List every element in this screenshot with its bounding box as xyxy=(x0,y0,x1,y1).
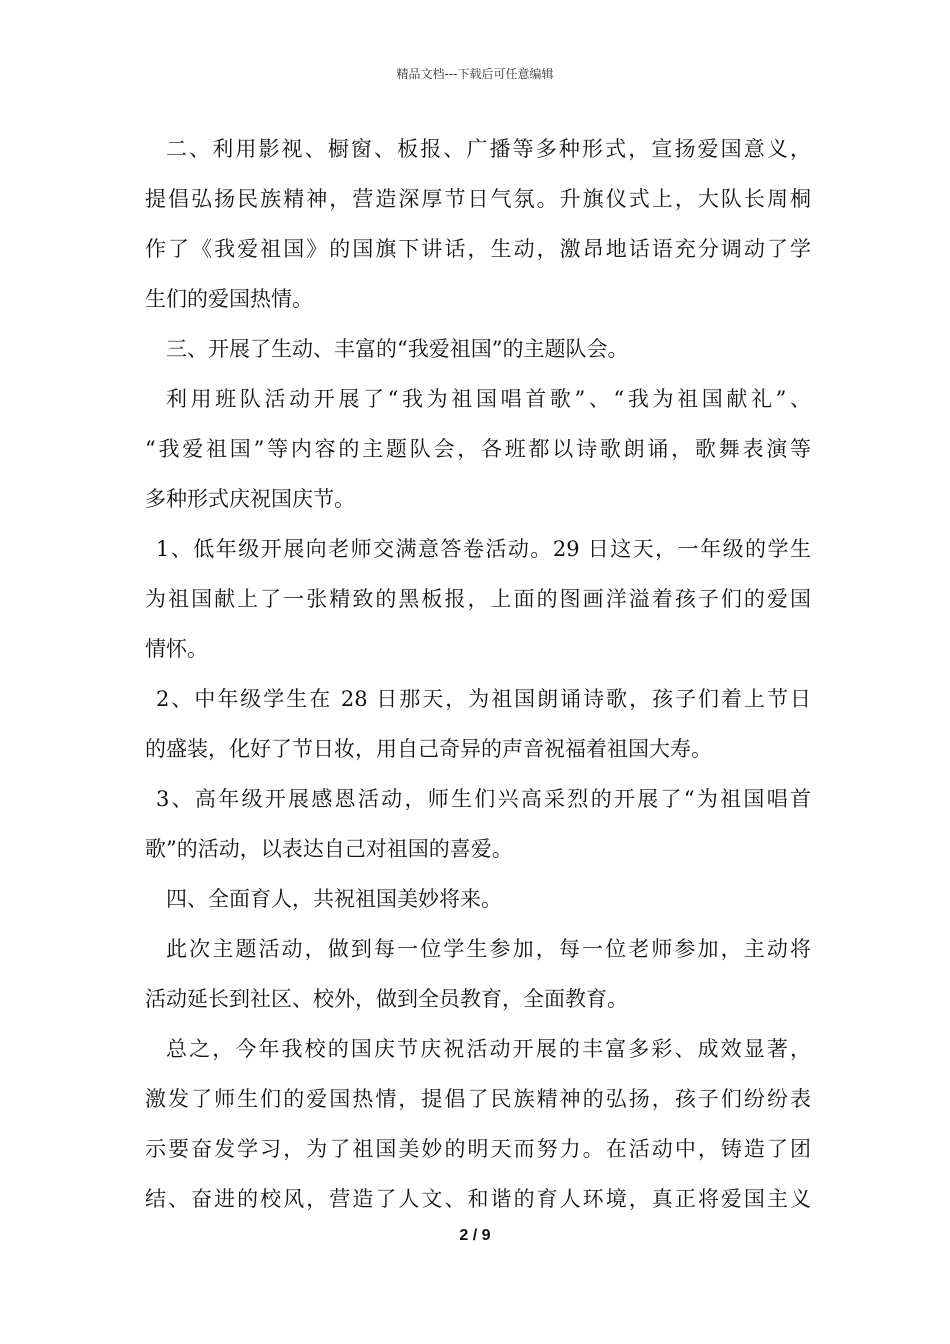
page-number: 2 / 9 xyxy=(459,1227,491,1244)
body-line: 歌”的活动，以表达自己对祖国的喜爱。 xyxy=(145,837,513,861)
body-line: 此次主题活动，做到每一位学生参加，每一位老师参加，主动将 xyxy=(166,937,811,961)
document-header: 精品文档---下载后可任意编辑 xyxy=(396,67,554,81)
body-line: 作了《我爱祖国》的国旗下讲话，生动，激昂地话语充分调动了学 xyxy=(145,237,811,261)
section-heading: 四、全面育人，共祝祖国美妙将来。 xyxy=(166,887,502,911)
list-item: 1、低年级开展向老师交满意答卷活动。29 日这天，一年级的学生 xyxy=(156,537,811,561)
body-line: 激发了师生们的爱国热情，提倡了民族精神的弘扬，孩子们纷纷表 xyxy=(145,1087,811,1111)
body-line: “我爱祖国”等内容的主题队会，各班都以诗歌朗诵，歌舞表演等 xyxy=(145,437,811,461)
body-line: 的盛装，化好了节日妆，用自己奇异的声音祝福着祖国大寿。 xyxy=(145,737,712,761)
body-line: 二、利用影视、橱窗、板报、广播等多种形式，宣扬爱国意义， xyxy=(166,137,811,161)
body-line: 提倡弘扬民族精神，营造深厚节日气氛。升旗仪式上，大队长周桐 xyxy=(145,187,811,211)
body-line: 为祖国献上了一张精致的黑板报，上面的图画洋溢着孩子们的爱国 xyxy=(145,587,811,611)
body-line: 情怀。 xyxy=(145,637,208,661)
body-line: 总之，今年我校的国庆节庆祝活动开展的丰富多彩、成效显著， xyxy=(166,1037,811,1061)
list-item: 3、高年级开展感恩活动，师生们兴高采烈的开展了“为祖国唱首 xyxy=(156,787,811,811)
document-body xyxy=(145,124,811,1224)
list-item: 2、中年级学生在 28 日那天，为祖国朗诵诗歌，孩子们着上节日 xyxy=(156,687,811,711)
body-line: 多种形式庆祝国庆节。 xyxy=(145,487,355,511)
body-line: 示要奋发学习，为了祖国美妙的明天而努力。在活动中，铸造了团 xyxy=(145,1137,811,1161)
body-line: 利用班队活动开展了“我为祖国唱首歌”、“我为祖国献礼”、 xyxy=(166,387,811,411)
body-line: 生们的爱国热情。 xyxy=(145,287,313,311)
body-line: 活动延长到社区、校外，做到全员教育，全面教育。 xyxy=(145,987,628,1011)
body-line: 结、奋进的校风，营造了人文、和谐的育人环境，真正将爱国主义 xyxy=(145,1187,811,1211)
section-heading: 三、开展了生动、丰富的“我爱祖国”的主题队会。 xyxy=(166,337,629,361)
